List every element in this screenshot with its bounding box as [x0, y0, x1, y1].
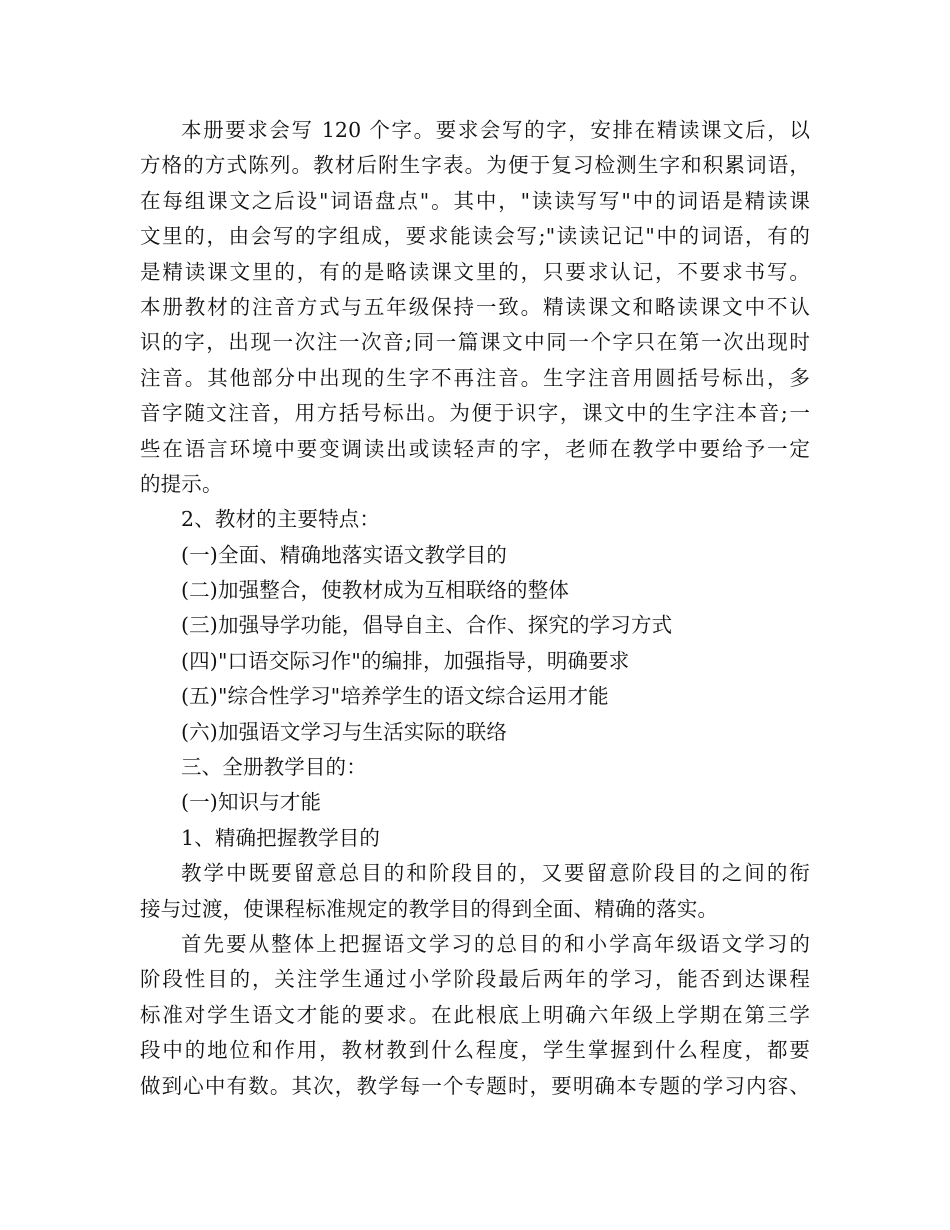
text-line: (六)加强语文学习与生活实际的联络	[181, 719, 508, 744]
text-line: (一)全面、精确地落实语文教学目的	[181, 542, 508, 567]
text-line: (四)"口语交际习作"的编排，加强指导，明确要求	[181, 648, 630, 673]
document-body	[140, 113, 810, 1104]
text-line: 教学中既要留意总目的和阶段目的，又要留意阶段目的之间的衔	[181, 861, 810, 886]
text-line: (二)加强整合，使教材成为互相联络的整体	[181, 578, 569, 603]
text-line: 阶段性目的，关注学生通过小学阶段最后两年的学习，能否到达课程	[140, 967, 810, 992]
text-line: 标准对学生语文才能的要求。在此根底上明确六年级上学期在第三学	[140, 1002, 810, 1027]
text-line: 做到心中有数。其次，教学每一个专题时，要明确本专题的学习内容、	[140, 1073, 810, 1098]
text-line: 本册要求会写 120 个字。要求会写的字，安排在精读课文后，以	[181, 118, 810, 142]
text-line: (一)知识与才能	[181, 790, 322, 815]
text-line: 的提示。	[140, 471, 223, 496]
text-line: 音字随文注音，用方括号标出。为便于识字，课文中的生字注本音;一	[140, 401, 810, 426]
text-line: 识的字，出现一次注一次音;同一篇课文中同一个字只在第一次出现时	[140, 330, 810, 355]
text-line: 是精读课文里的，有的是略读课文里的，只要求认记，不要求书写。	[140, 259, 810, 284]
text-line: (三)加强导学功能，倡导自主、合作、探究的学习方式	[181, 613, 673, 638]
text-line: 首先要从整体上把握语文学习的总目的和小学高年级语文学习的	[181, 931, 810, 956]
text-line: 方格的方式陈列。教材后附生字表。为便于复习检测生字和积累词语，	[140, 153, 810, 178]
text-line: 在每组课文之后设"词语盘点"。其中，"读读写写"中的词语是精读课	[140, 188, 810, 213]
text-line: 些在语言环境中要变调读出或读轻声的字，老师在教学中要给予一定	[140, 436, 810, 461]
text-line: 段中的地位和作用，教材教到什么程度，学生掌握到什么程度，都要	[140, 1038, 810, 1063]
text-line: 2、教材的主要特点：	[181, 507, 381, 532]
text-line: 1、精确把握教学目的	[181, 825, 381, 850]
text-line: 三、全册教学目的：	[181, 755, 367, 780]
text-line: (五)"综合性学习"培养学生的语文综合运用才能	[181, 684, 609, 709]
text-line: 文里的，由会写的字组成，要求能读会写;"读读记记"中的词语，有的	[140, 224, 810, 249]
text-line: 接与过渡，使课程标准规定的教学目的得到全面、精确的落实。	[140, 896, 719, 921]
text-line: 注音。其他部分中出现的生字不再注音。生字注音用圆括号标出，多	[140, 365, 810, 390]
text-line: 本册教材的注音方式与五年级保持一致。精读课文和略读课文中不认	[140, 294, 810, 319]
